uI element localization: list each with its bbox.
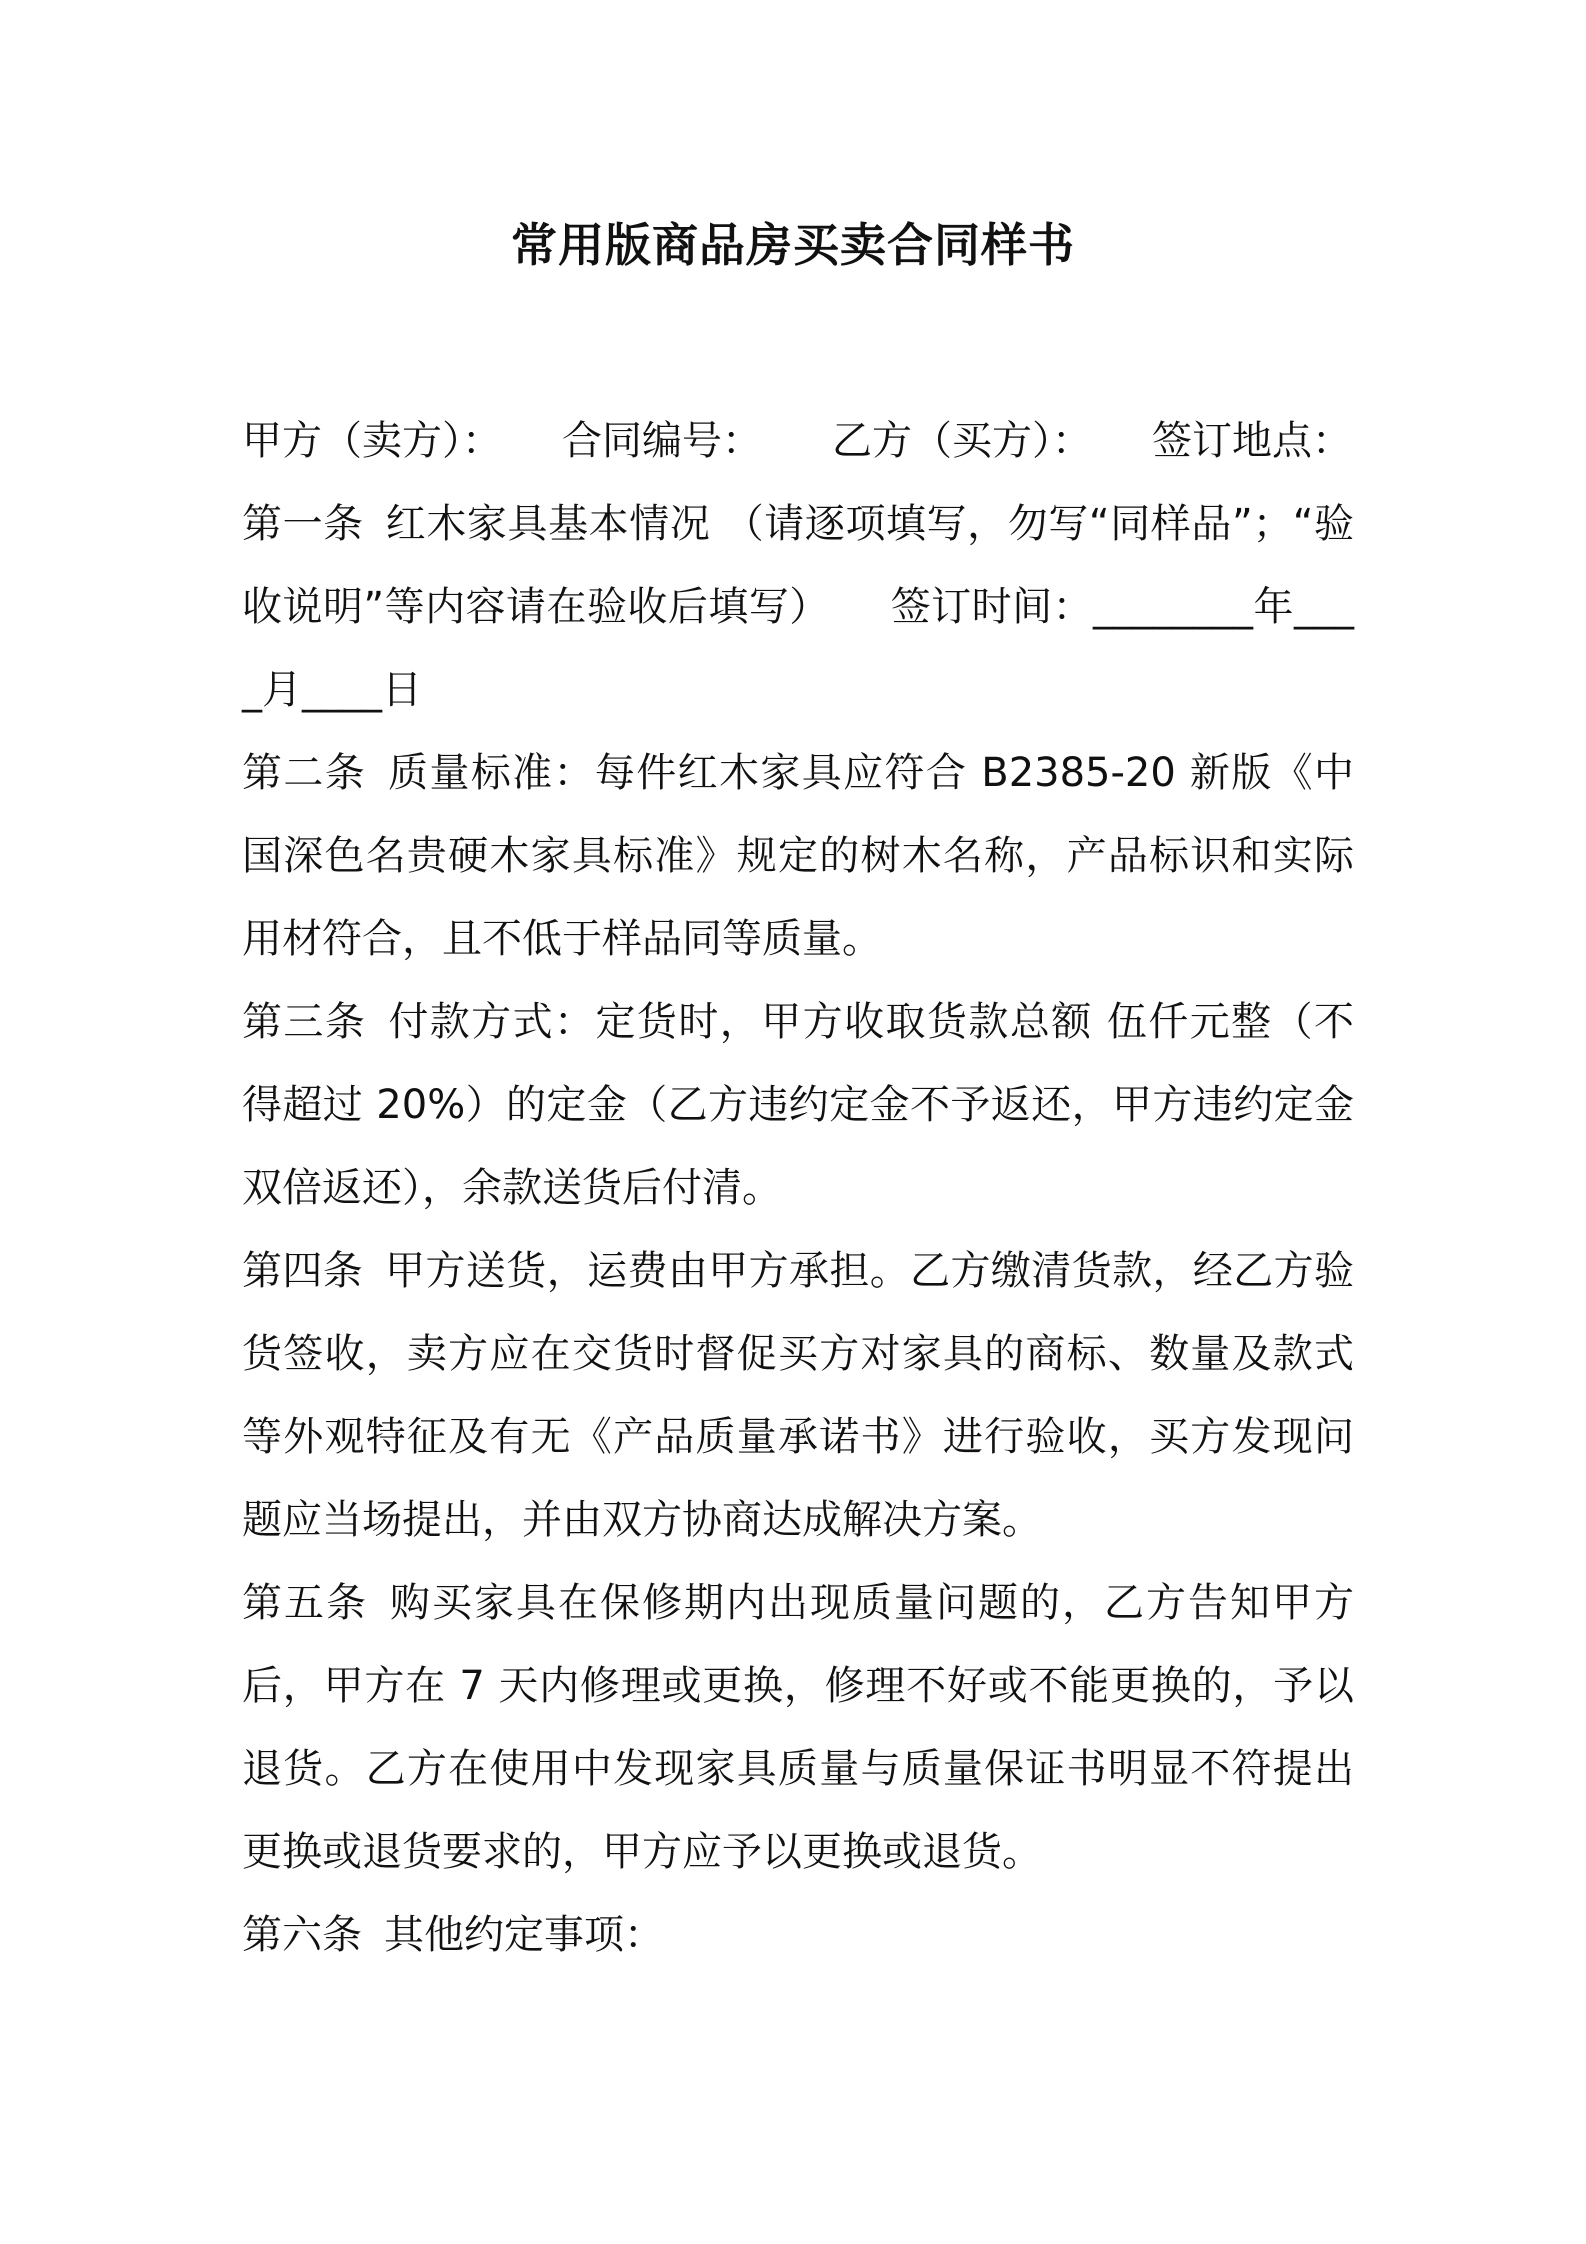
article-5-number: 第五条 [242,1580,368,1626]
contract-number-label: 合同编号： [562,418,762,464]
contract-header-line [242,400,1354,483]
article-1 [242,483,1354,732]
article-3-number: 第三条 [242,999,367,1045]
article-6-number: 第六条 [242,1912,362,1958]
article-2-number: 第二条 [242,750,367,796]
article-2-text: 质量标准：每件红木家具应符合 B2385-20 新版《中国深色名贵硬木家具标准》规定的树木名称，产品标识和实际用材符合，且不低于样品同等质量。 [242,750,1355,962]
document-title: 常用版商品房买卖合同样书 [511,218,1075,272]
document-body [242,400,1354,1977]
sign-place-label: 签订地点： [1152,418,1352,464]
article-4 [242,1230,1354,1562]
article-5-text: 购买家具在保修期内出现质量问题的，乙方告知甲方后，甲方在 7 天内修理或更换，修理不好或不能更换的，予以退货。乙方在使用中发现家具质量与质量保证书明显不符提出更换或退货要求的，甲方应予以更换或退货。 [242,1580,1354,1875]
article-2 [242,732,1354,981]
article-5 [242,1562,1354,1894]
article-3 [242,981,1354,1230]
party-b-label: 乙方（买方）： [832,418,1092,464]
article-6-text: 其他约定事项： [384,1912,664,1958]
article-4-number: 第四条 [242,1248,364,1294]
article-4-text: 甲方送货，运费由甲方承担。乙方缴清货款，经乙方验货签收，卖方应在交货时督促买方对家具的商标、数量及款式等外观特征及有无《产品质量承诺书》进行验收，买方发现问题应当场提出，并由双方协商达成解决方案。 [242,1248,1355,1543]
article-1-text: 红木家具基本情况 （请逐项填写，勿写“同样品”；“验收说明”等内容请在验收后填写） 签订时间：________年____月____日 [242,501,1354,713]
article-3-text: 付款方式：定货时，甲方收取货款总额 伍仟元整（不得超过 20%）的定金（乙方违约定金不予返还，甲方违约定金双倍返还），余款送货后付清。 [242,999,1355,1211]
party-a-label: 甲方（卖方）： [242,418,502,464]
article-1-number: 第一条 [242,501,364,547]
article-6 [242,1894,1354,1977]
